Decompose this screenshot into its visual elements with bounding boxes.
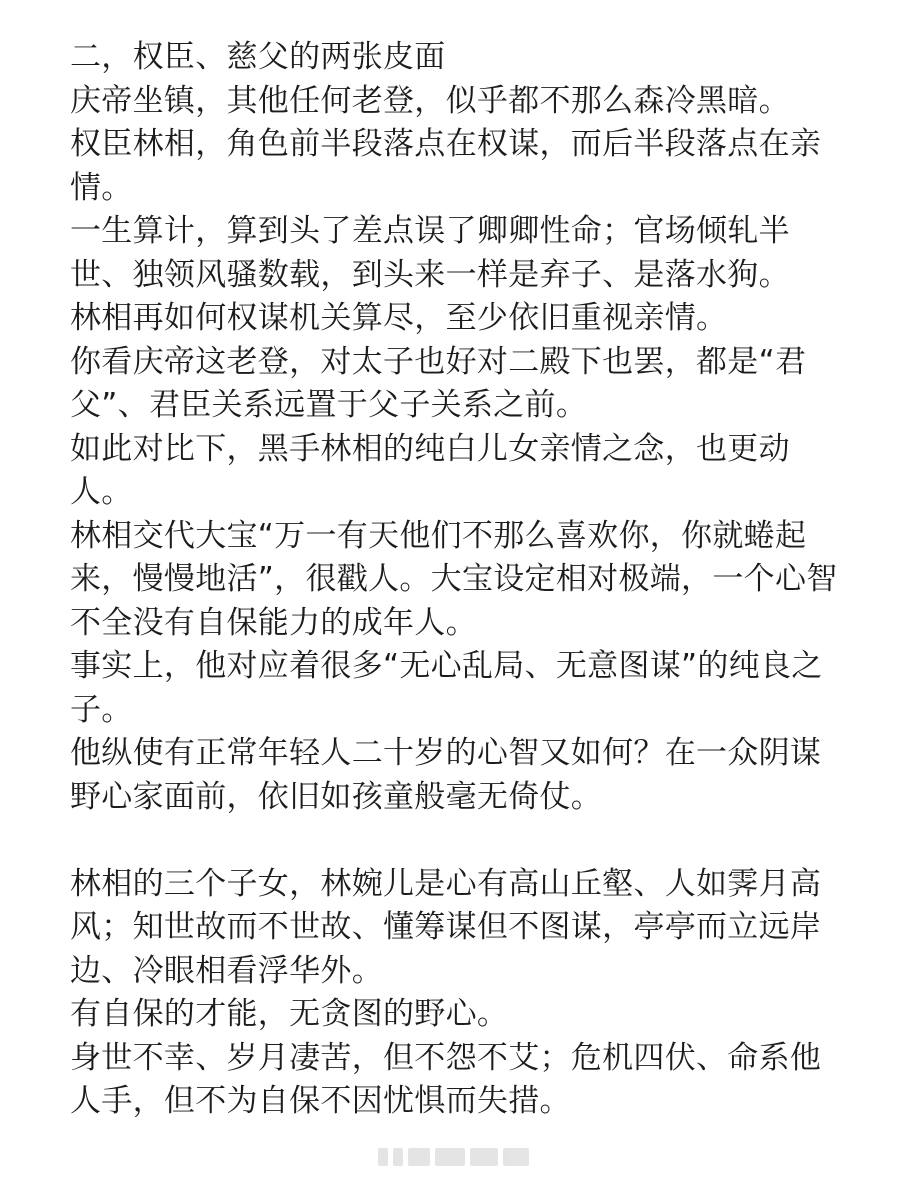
watermark-mark [393, 1148, 403, 1166]
text-line: 风；知世故而不世故、懂筹谋但不图谋，亭亭而立远岸 [70, 909, 822, 945]
text-line: 权臣林相，角色前半段落点在权谋，而后半段落点在亲 [70, 126, 822, 162]
article-body [70, 36, 850, 1124]
text-line: 情。 [70, 169, 133, 206]
text-line: 你看庆帝这老登，对太子也好对二殿下也罢，都是“君 [70, 343, 807, 380]
text-line: 如此对比下，黑手林相的纯白儿女亲情之念，也更动 [70, 430, 790, 467]
watermark-mark [378, 1148, 388, 1166]
text-line: 父”、君臣关系远置于父子关系之前。 [70, 387, 588, 423]
text-line: 林相交代大宝“万一有天他们不那么喜欢你，你就蜷起 [70, 517, 807, 554]
watermark-mark [435, 1148, 465, 1166]
text-line: 子。 [70, 691, 133, 728]
text-line: 野心家面前，依旧如孩童般毫无倚仗。 [70, 778, 603, 815]
text-line: 一生算计，算到头了差点误了卿卿性命；官场倾轧半 [70, 213, 790, 249]
text-line: 来，慢慢地活”，很戳人。大宝设定相对极端，一个心智 [70, 561, 838, 597]
watermark [378, 1146, 543, 1168]
text-line: 林相的三个子女，林婉儿是心有高山丘壑、人如霁月高 [70, 865, 822, 902]
watermark-mark [503, 1148, 529, 1166]
text-line: 他纵使有正常年轻人二十岁的心智又如何？在一众阴谋 [70, 735, 822, 771]
text-line: 有自保的才能，无贪图的野心。 [70, 996, 509, 1032]
text-line: 世、独领风骚数载，到头来一样是弃子、是落水狗。 [70, 256, 790, 293]
watermark-mark [408, 1148, 430, 1166]
text-line: 人手，但不为自保不因忧惧而失措。 [70, 1083, 571, 1119]
text-line: 人。 [70, 474, 133, 510]
text-line: 边、冷眼相看浮华外。 [70, 952, 383, 989]
watermark-mark [470, 1148, 498, 1166]
text-line: 身世不幸、岁月凄苦，但不怨不艾；危机四伏、命系他 [70, 1039, 822, 1076]
text-line: 事实上，他对应着很多“无心乱局、无意图谋”的纯良之 [70, 648, 823, 684]
paragraph-gap [70, 819, 850, 863]
text-line: 林相再如何权谋机关算尽，至少依旧重视亲情。 [70, 300, 728, 336]
section-heading: 二，权臣、慈父的两张皮面 [70, 39, 446, 75]
text-line: 不全没有自保能力的成年人。 [70, 604, 477, 641]
text-line: 庆帝坐镇，其他任何老登，似乎都不那么森冷黑暗。 [70, 82, 790, 119]
